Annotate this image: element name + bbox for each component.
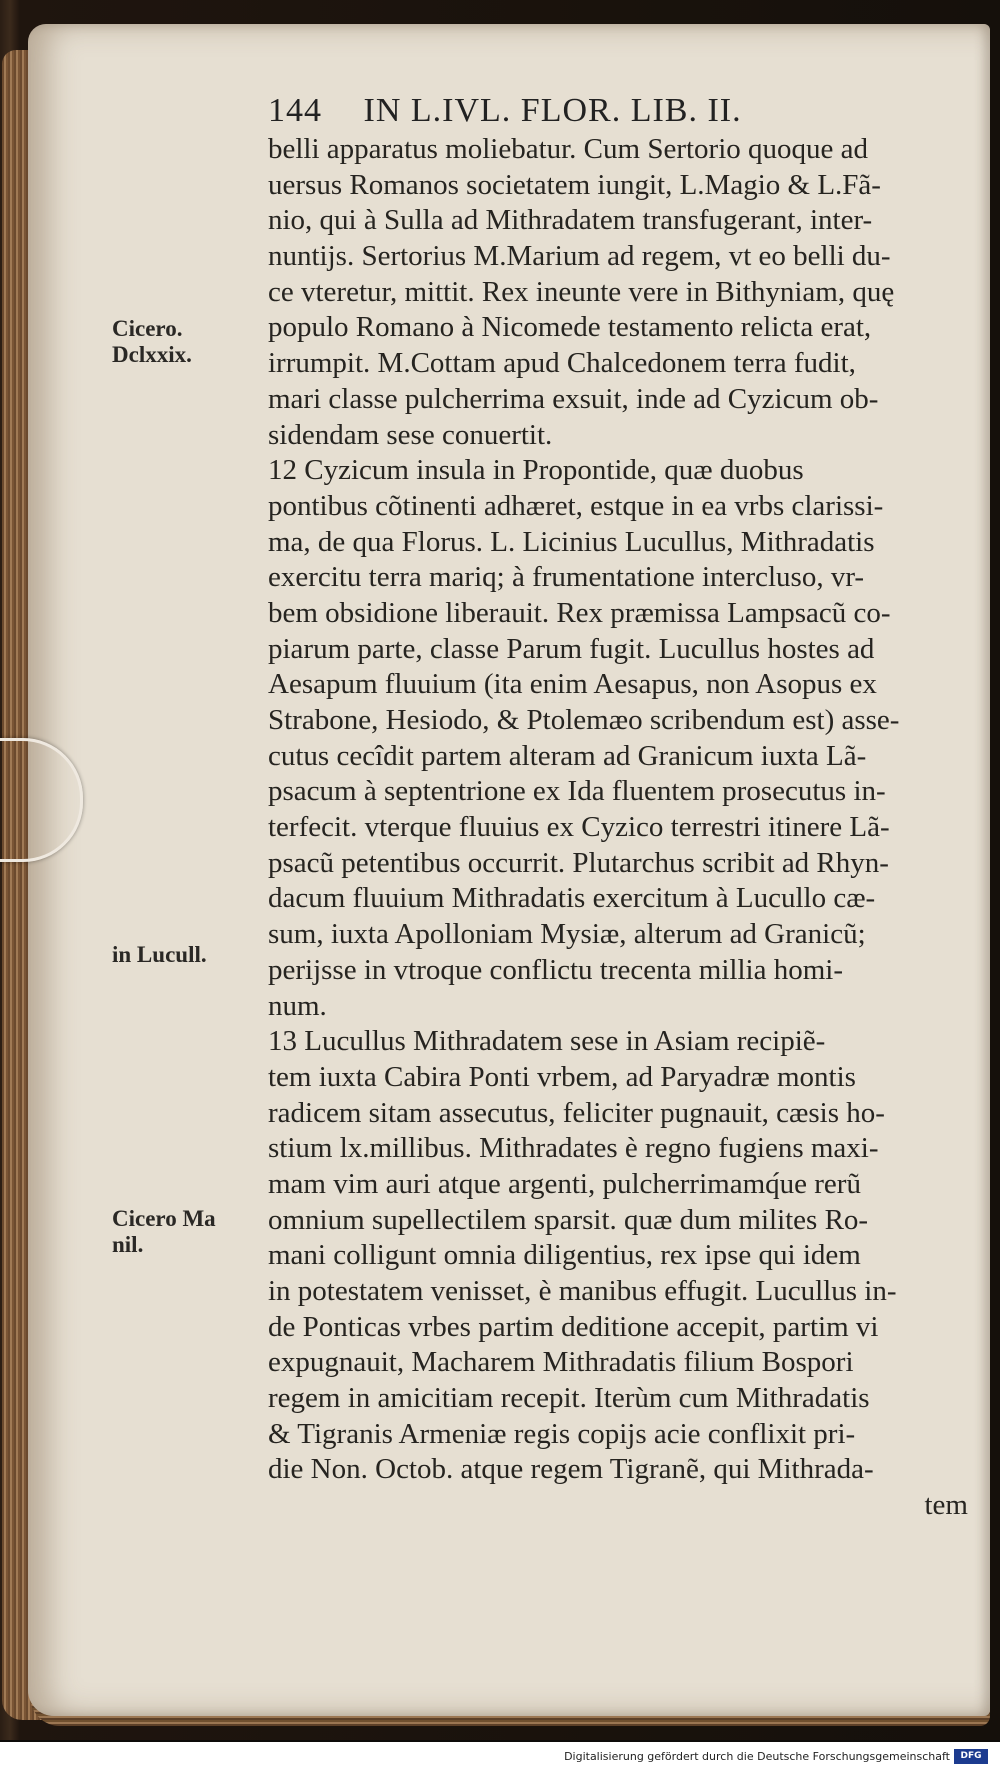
text-line: perijsse in vtroque conflictu trecenta millia homi- bbox=[268, 953, 843, 986]
text-line: sidendam sese conuertit. bbox=[268, 418, 553, 451]
text-line: irrumpit. M.Cottam apud Chalcedonem terra fudit, bbox=[268, 347, 856, 380]
text-line: die Non. Octob. atque regem Tigranẽ, qui Mithrada- bbox=[268, 1453, 874, 1486]
running-head bbox=[268, 92, 908, 130]
text-line: de Ponticas vrbes partim deditione accepit, partim vi bbox=[268, 1310, 879, 1343]
text-line: dacum fluuium Mithradatis exercitum à Lucullo cæ- bbox=[268, 882, 876, 915]
margin-note-line: Cicero Ma bbox=[112, 1206, 216, 1231]
margin-note-line: Cicero. bbox=[112, 316, 183, 341]
text-line: populo Romano à Nicomede testamento relicta erat, bbox=[268, 311, 872, 344]
text-line: in potestatem venisset, è manibus effugit. Lucullus in- bbox=[268, 1275, 897, 1307]
text-line: sum, iuxta Apolloniam Mysiæ, alterum ad Granicũ; bbox=[268, 918, 866, 951]
text-line: 12 Cyzicum insula in Propontide, quæ duobus bbox=[268, 454, 804, 487]
text-line: nio, qui à Sulla ad Mithradatem transfugerant, inter- bbox=[268, 204, 873, 237]
text-line: mani colligunt omnia diligentius, rex ipse qui idem bbox=[268, 1239, 861, 1272]
text-line: belli apparatus moliebatur. Cum Sertorio quoque ad bbox=[268, 133, 869, 165]
dfg-logo: DFG bbox=[954, 1749, 988, 1764]
text-line: psacum à septentrione ex Ida fluentem prosecutus in- bbox=[268, 775, 886, 808]
margin-note-lucull bbox=[112, 942, 262, 968]
text-line: exercitu terra mariq; à frumentatione intercluso, vr- bbox=[268, 561, 865, 594]
digitization-credit: Digitalisierung gefördert durch die Deutsche Forschungsgemeinschaft bbox=[564, 1750, 950, 1763]
text-line: Aesapum fluuium (ita enim Aesapus, non Asopus ex bbox=[268, 668, 877, 701]
text-line: 13 Lucullus Mithradatem sese in Asiam recipiẽ- bbox=[268, 1025, 826, 1058]
text-line: pontibus cõtinenti adhæret, estque in ea vrbs clarissi- bbox=[268, 489, 884, 522]
text-line: stium lx.millibus. Mithradates è regno fugiens maxi- bbox=[268, 1132, 879, 1165]
margin-note-line: nil. bbox=[112, 1232, 144, 1257]
text-line: piarum parte, classe Parum fugit. Lucullus hostes ad bbox=[268, 632, 875, 665]
text-line: & Tigranis Armeniæ regis copijs acie conflixit pri- bbox=[268, 1417, 856, 1450]
text-line: omnium supellectilem sparsit. quæ dum milites Ro- bbox=[268, 1203, 869, 1236]
text-line: regem in amicitiam recepit. Iterùm cum Mithradatis bbox=[268, 1382, 870, 1415]
text-line: tem iuxta Cabira Ponti vrbem, ad Paryadræ montis bbox=[268, 1060, 856, 1093]
text-line: nuntijs. Sertorius M.Marium ad regem, vt eo belli du- bbox=[268, 240, 891, 273]
margin-note-line: Dclxxix. bbox=[112, 342, 192, 367]
margin-note-cicero-manil bbox=[112, 1206, 262, 1258]
text-line: ce vteretur, mittit. Rex ineunte vere in Bithyniam, quę bbox=[268, 275, 895, 308]
text-line: psacũ petentibus occurrit. Plutarchus scribit ad Rhyn- bbox=[268, 846, 889, 879]
text-line: mari classe pulcherrima exsuit, inde ad Cyzicum ob- bbox=[268, 382, 879, 415]
footer-bar bbox=[0, 1742, 1000, 1773]
text-line: uersus Romanos societatem iungit, L.Magio & L.Fã- bbox=[268, 168, 881, 201]
text-line: num. bbox=[268, 989, 327, 1022]
text-line: terfecit. vterque fluuius ex Cyzico terrestri itinere Lã- bbox=[268, 811, 890, 844]
text-line: expugnauit, Macharem Mithradatis filium Bospori bbox=[268, 1346, 854, 1379]
running-title: IN L.IVL. FLOR. LIB. II. bbox=[363, 92, 742, 129]
text-line: Strabone, Hesiodo, & Ptolemæo scribendum est) asse- bbox=[268, 704, 900, 736]
text-line: mam vim auri atque argenti, pulcherrimamq́ue rerũ bbox=[268, 1167, 861, 1200]
text-line: cutus cecîdit partem alteram ad Granicum iuxta Lã- bbox=[268, 739, 867, 772]
main-text-block bbox=[268, 132, 968, 1524]
catchword: tem bbox=[924, 1489, 968, 1522]
text-line: radicem sitam assecutus, feliciter pugnauit, cæsis ho- bbox=[268, 1096, 885, 1129]
margin-note-cicero bbox=[112, 316, 262, 368]
page-number: 144 bbox=[268, 92, 322, 129]
text-line: bem obsidione liberauit. Rex præmissa Lampsacũ co- bbox=[268, 596, 891, 629]
margin-note-line: in Lucull. bbox=[112, 942, 207, 967]
text-line: ma, de qua Florus. L. Licinius Lucullus, Mithradatis bbox=[268, 525, 875, 558]
